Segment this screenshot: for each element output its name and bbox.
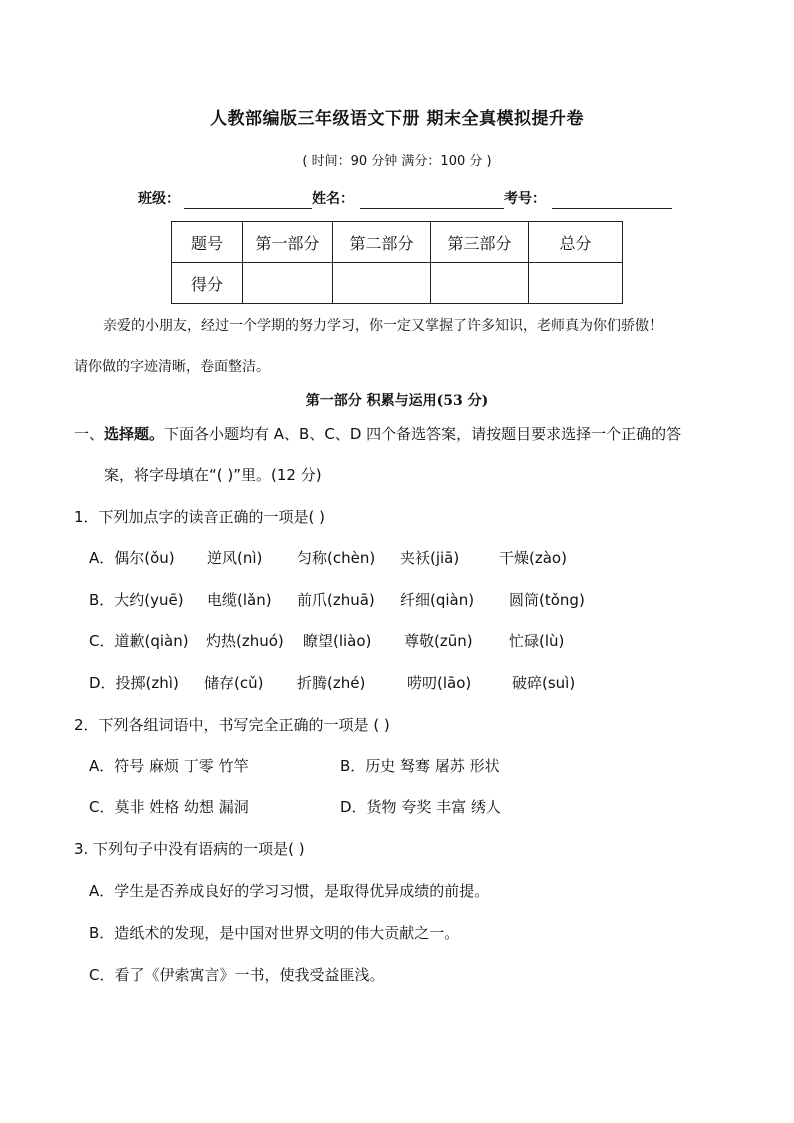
q1-option-c-5: 忙碌(lù)	[509, 632, 565, 650]
q1-option-d-1: D．投掷(zhì)	[89, 674, 179, 692]
score-cell[interactable]	[431, 263, 529, 304]
q2-stem: 2．下列各组词语中，书写完全正确的一项是 ( )	[74, 716, 390, 734]
q1-option-c-3: 瞭望(liào)	[303, 632, 372, 650]
score-table-header-cell: 第三部分	[431, 222, 529, 263]
class-blank[interactable]	[184, 208, 312, 209]
q1-option-d-3: 折腾(zhé)	[297, 674, 366, 692]
q1-stem: 1．下列加点字的读音正确的一项是( )	[74, 508, 326, 526]
score-table	[171, 221, 623, 304]
q1-option-b-1: B．大约(yuē)	[89, 591, 184, 609]
number-blank[interactable]	[552, 208, 672, 209]
score-cell[interactable]	[333, 263, 431, 304]
score-cell[interactable]	[529, 263, 623, 304]
q3-option-b: B．造纸术的发现，是中国对世界文明的伟大贡献之一。	[89, 924, 460, 942]
q1-option-b-4: 纤细(qiàn)	[400, 591, 475, 609]
score-table-header-row	[172, 222, 623, 263]
q3-stem: 3. 下列句子中没有语病的一项是( )	[74, 840, 305, 858]
q1-option-d-2: 储存(cǔ)	[204, 674, 264, 692]
q2-option-b: B．历史 驽骞 屠苏 形状	[340, 757, 500, 775]
q3-option-c: C．看了《伊索寓言》一书，使我受益匪浅。	[89, 966, 385, 984]
class-label: 班级：	[138, 191, 180, 207]
name-label: 姓名：	[312, 191, 354, 207]
q2-option-a: A．符号 麻烦 丁零 竹竿	[89, 757, 249, 775]
q1-option-a-3: 匀称(chèn)	[297, 549, 376, 567]
part1-title: 第一部分 积累与运用(53 分)	[305, 393, 489, 409]
exam-time-score: ( 时间：90 分钟 满分：100 分 )	[302, 154, 492, 169]
score-table-header-cell: 总分	[529, 222, 623, 263]
q1-option-b-5: 圆筒(tǒng)	[509, 591, 585, 609]
section1-heading	[74, 424, 681, 444]
section1-text-cont: 案，将字母填在“( )”里。(12 分)	[104, 466, 322, 484]
q1-option-a-1: A．偶尔(ǒu)	[89, 549, 175, 567]
score-cell[interactable]	[243, 263, 333, 304]
q2-option-d: D．货物 夸奖 丰富 绣人	[340, 798, 501, 816]
score-table-score-row	[172, 263, 623, 304]
page-title: 人教部编版三年级语文下册 期末全真模拟提升卷	[210, 109, 584, 129]
q1-option-c-1: C．道歉(qiàn)	[89, 632, 189, 650]
number-label: 考号：	[504, 191, 546, 207]
score-row-label: 得分	[172, 263, 243, 304]
q1-option-d-4: 唠叨(lāo)	[407, 674, 472, 692]
q1-option-c-2: 灼热(zhuó)	[206, 632, 284, 650]
score-table-header-cell: 题号	[172, 222, 243, 263]
section1-prefix: 一、	[74, 425, 105, 443]
q1-option-a-5: 干燥(zào)	[499, 549, 567, 567]
q1-option-b-2: 电缆(lǎn)	[207, 591, 272, 609]
intro-line-2: 请你做的字迹清晰，卷面整洁。	[74, 359, 270, 375]
score-table-header-cell: 第一部分	[243, 222, 333, 263]
q1-option-b-3: 前爪(zhuā)	[297, 591, 375, 609]
q1-option-c-4: 尊敬(zūn)	[404, 632, 473, 650]
section1-text: 下面各小题均有 A、B、C、D 四个备选答案，请按题目要求选择一个正确的答	[164, 425, 682, 443]
section1-bold: 选择题。	[104, 425, 165, 443]
q1-option-a-4: 夹袄(jiā)	[400, 549, 460, 567]
q1-option-a-2: 逆风(nì)	[207, 549, 263, 567]
score-table-header-cell: 第二部分	[333, 222, 431, 263]
q1-option-d-5: 破碎(suì)	[512, 674, 576, 692]
intro-line-1: 亲爱的小朋友，经过一个学期的努力学习，你一定又掌握了许多知识，老师真为你们骄傲！	[103, 318, 663, 334]
q3-option-a: A．学生是否养成良好的学习习惯，是取得优异成绩的前提。	[89, 882, 490, 900]
name-blank[interactable]	[360, 208, 504, 209]
q2-option-c: C．莫非 姓格 幼想 漏洞	[89, 798, 249, 816]
